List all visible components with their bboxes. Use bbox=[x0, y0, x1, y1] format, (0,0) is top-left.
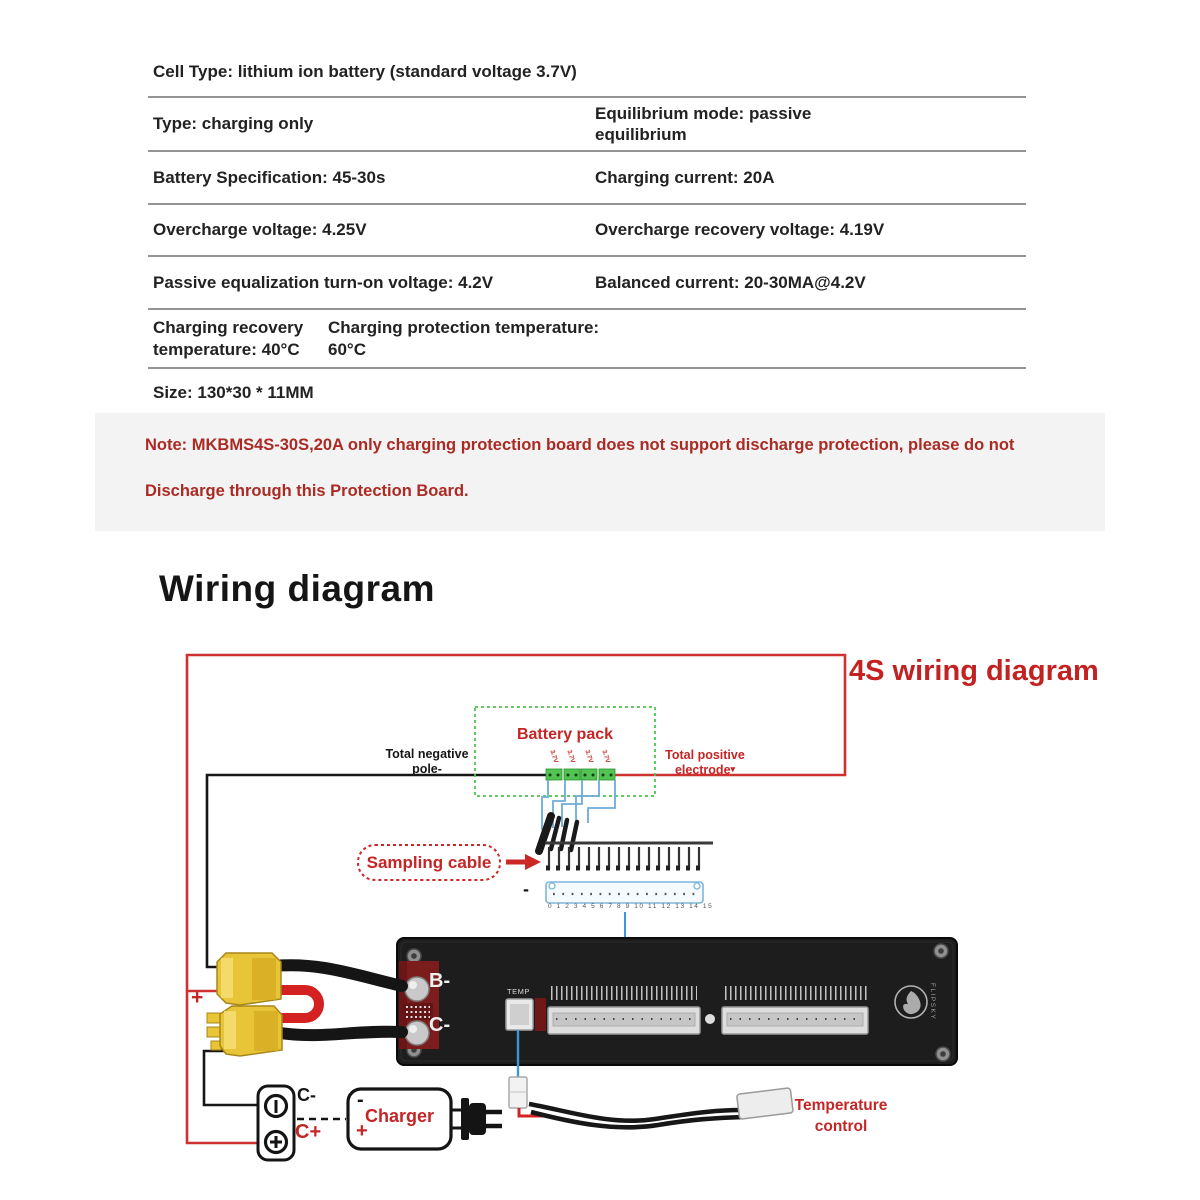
cell-voltage-label: 3.7V bbox=[548, 749, 560, 764]
spec-type: Type: charging only bbox=[153, 114, 314, 134]
spec-charging-protection-temp: Charging protection temperature: 60°C bbox=[328, 318, 600, 359]
charger-plus-label: + bbox=[356, 1120, 368, 1142]
board-temp-label: TEMP bbox=[507, 987, 530, 996]
port-c-plus-label: C+ bbox=[295, 1121, 322, 1143]
table-row bbox=[148, 98, 1026, 152]
spec-battery-specification: Battery Specification: 45-30s bbox=[153, 167, 386, 187]
battery-cells bbox=[546, 769, 615, 780]
pin-silkscreen-1 bbox=[551, 986, 697, 1000]
total-positive-label: Total positive electrode▾ bbox=[665, 748, 745, 777]
spec-overcharge-recovery: Overcharge recovery voltage: 4.19V bbox=[595, 220, 885, 240]
temperature-control-label: Temperature control bbox=[794, 1097, 888, 1135]
cell-voltage-label: 3.7V bbox=[565, 749, 577, 764]
bms-board bbox=[397, 938, 957, 1065]
spec-overcharge-voltage: Overcharge voltage: 4.25V bbox=[153, 220, 367, 240]
table-row bbox=[148, 369, 1026, 417]
table-row bbox=[148, 257, 1026, 310]
spec-balanced-current: Balanced current: 20-30MA@4.2V bbox=[595, 272, 866, 292]
table-row bbox=[148, 310, 1026, 369]
note-banner bbox=[95, 413, 1105, 531]
battery-pack-label: Battery pack bbox=[516, 726, 614, 743]
spec-equalization-voltage: Passive equalization turn-on voltage: 4.2V bbox=[153, 272, 494, 292]
pin-silkscreen-2 bbox=[725, 986, 867, 1000]
table-row bbox=[148, 48, 1026, 98]
wiring-diagram-canvas bbox=[0, 630, 1200, 1200]
board-b-minus-label: B- bbox=[429, 970, 451, 992]
table-row bbox=[148, 152, 1026, 205]
charger-label: Charger bbox=[364, 1106, 435, 1126]
spec-size: Size: 130*30 * 11MM bbox=[153, 383, 314, 403]
port-c-minus-label: C- bbox=[297, 1085, 316, 1105]
page-title: Wiring diagram bbox=[159, 568, 435, 609]
charger-minus-label: - bbox=[357, 1089, 364, 1111]
down-arrow-icon: ▾ bbox=[730, 764, 736, 774]
harness-wires bbox=[539, 816, 577, 851]
charge-neg-wire bbox=[204, 1051, 263, 1105]
spec-cell-type: Cell Type: lithium ion battery (standard voltage 3.7V) bbox=[153, 62, 577, 82]
note-line-1: Note: MKBMS4S-30S,20A only charging protection board does not support discharge protection, please do not bbox=[145, 436, 1015, 454]
c-minus-terminal bbox=[405, 1021, 429, 1045]
board-c-minus-label: C- bbox=[429, 1014, 451, 1036]
b-minus-terminal bbox=[405, 977, 429, 1001]
spec-charging-current: Charging current: 20A bbox=[595, 167, 775, 187]
battery-plus-label: + bbox=[191, 986, 204, 1009]
cell-voltage-label: 3.7V bbox=[583, 749, 595, 764]
spec-equilibrium-mode: Equilibrium mode: passive equilibrium bbox=[595, 103, 812, 144]
total-negative-label: Total negative pole- bbox=[385, 747, 469, 776]
sampling-socket bbox=[546, 882, 703, 903]
pin-numbers: 0 1 2 3 4 5 6 7 8 9 10 11 12 13 14 15 bbox=[548, 903, 714, 910]
spec-charging-recovery-temp: Charging recovery temperature: 40°C bbox=[153, 318, 304, 359]
note-line-2: Discharge through this Protection Board. bbox=[145, 482, 469, 500]
spec-table bbox=[148, 48, 1026, 417]
sampling-cable-label: Sampling cable bbox=[366, 853, 492, 872]
socket-minus-label: - bbox=[523, 879, 529, 899]
diagram-subtitle: 4S wiring diagram bbox=[849, 655, 1099, 687]
charge-port bbox=[258, 1086, 294, 1160]
cell-voltage-label: 3.7V bbox=[600, 749, 612, 764]
brand-label: FLIPSKY bbox=[929, 983, 936, 1021]
table-row bbox=[148, 205, 1026, 257]
